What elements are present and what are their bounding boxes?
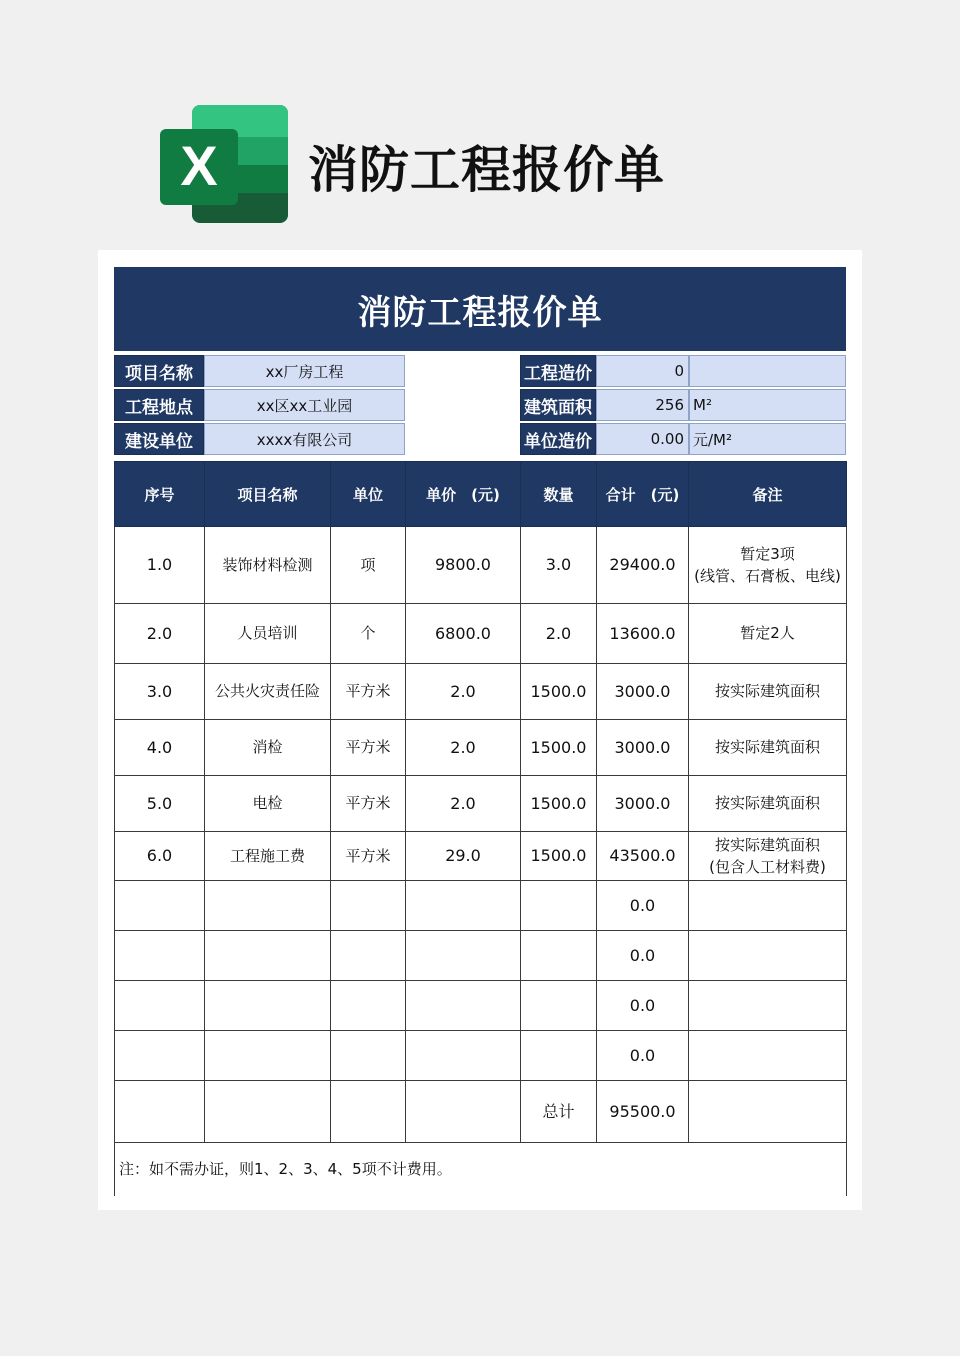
table-row	[115, 604, 847, 664]
row-subtotal[interactable]: 3000.0	[597, 720, 689, 776]
row-unit-price[interactable]	[406, 981, 521, 1031]
row-index[interactable]	[115, 981, 205, 1031]
info-value[interactable]: xx区xx工业园	[204, 389, 405, 421]
row-remark[interactable]: 按实际建筑面积	[689, 664, 847, 720]
info-row-project-name	[114, 355, 405, 387]
info-unit	[689, 355, 846, 387]
row-item-name[interactable]: 消检	[205, 720, 331, 776]
row-subtotal[interactable]: 0.0	[597, 981, 689, 1031]
row-quantity[interactable]	[521, 981, 597, 1031]
note-row	[115, 1143, 847, 1196]
row-unit[interactable]: 平方米	[331, 832, 406, 881]
row-quantity[interactable]: 2.0	[521, 604, 597, 664]
row-unit[interactable]: 项	[331, 527, 406, 604]
info-value[interactable]: 0.00	[596, 423, 689, 455]
row-unit-price[interactable]	[406, 881, 521, 931]
row-remark[interactable]: 按实际建筑面积	[689, 720, 847, 776]
info-unit: 元/M²	[689, 423, 846, 455]
info-label: 工程地点	[114, 389, 204, 421]
row-item-name[interactable]: 装饰材料检测	[205, 527, 331, 604]
col-header-quantity: 数量	[521, 462, 597, 527]
total-value[interactable]: 95500.0	[597, 1081, 689, 1143]
row-subtotal[interactable]: 0.0	[597, 931, 689, 981]
table-row	[115, 664, 847, 720]
table-row	[115, 527, 847, 604]
row-item-name[interactable]	[205, 931, 331, 981]
row-quantity[interactable]: 1500.0	[521, 664, 597, 720]
col-header-item: 项目名称	[205, 462, 331, 527]
row-subtotal[interactable]: 3000.0	[597, 776, 689, 832]
row-index[interactable]: 3.0	[115, 664, 205, 720]
row-index[interactable]	[115, 1031, 205, 1081]
row-subtotal[interactable]: 0.0	[597, 881, 689, 931]
svg-text:X: X	[180, 134, 218, 197]
table-cell[interactable]	[689, 1081, 847, 1143]
row-quantity[interactable]: 3.0	[521, 527, 597, 604]
row-item-name[interactable]	[205, 981, 331, 1031]
row-unit-price[interactable]: 2.0	[406, 776, 521, 832]
table-row	[115, 981, 847, 1031]
info-value[interactable]: 256	[596, 389, 689, 421]
info-value[interactable]: xxxx有限公司	[204, 423, 405, 455]
info-label: 项目名称	[114, 355, 204, 387]
row-unit-price[interactable]: 6800.0	[406, 604, 521, 664]
col-header-index: 序号	[115, 462, 205, 527]
sheet-title-banner: 消防工程报价单	[114, 267, 846, 351]
table-header-row	[115, 462, 847, 527]
row-subtotal[interactable]: 43500.0	[597, 832, 689, 881]
quotation-sheet	[98, 250, 862, 1210]
row-quantity[interactable]: 1500.0	[521, 832, 597, 881]
table-row	[115, 1031, 847, 1081]
info-row-project-cost	[520, 355, 846, 387]
row-remark[interactable]: 暂定2人	[689, 604, 847, 664]
row-unit[interactable]: 个	[331, 604, 406, 664]
row-item-name[interactable]	[205, 881, 331, 931]
row-unit-price[interactable]: 2.0	[406, 664, 521, 720]
row-index[interactable]: 5.0	[115, 776, 205, 832]
table-row	[115, 881, 847, 931]
table-row	[115, 720, 847, 776]
row-subtotal[interactable]: 0.0	[597, 1031, 689, 1081]
total-row	[115, 1081, 847, 1143]
row-remark[interactable]	[689, 931, 847, 981]
col-header-remark: 备注	[689, 462, 847, 527]
row-unit[interactable]	[331, 981, 406, 1031]
table-row	[115, 776, 847, 832]
info-label: 建设单位	[114, 423, 204, 455]
info-label: 建筑面积	[520, 389, 596, 421]
row-item-name[interactable]: 人员培训	[205, 604, 331, 664]
row-quantity[interactable]	[521, 1031, 597, 1081]
row-item-name[interactable]: 电检	[205, 776, 331, 832]
row-index[interactable]	[115, 881, 205, 931]
info-row-construction-unit	[114, 423, 405, 455]
row-index[interactable]	[115, 931, 205, 981]
excel-logo-icon	[160, 105, 288, 223]
row-remark[interactable]	[689, 1031, 847, 1081]
row-unit[interactable]: 平方米	[331, 720, 406, 776]
row-item-name[interactable]	[205, 1031, 331, 1081]
row-subtotal[interactable]: 29400.0	[597, 527, 689, 604]
table-row	[115, 832, 847, 881]
row-quantity[interactable]	[521, 931, 597, 981]
row-index[interactable]: 2.0	[115, 604, 205, 664]
row-quantity[interactable]	[521, 881, 597, 931]
row-unit-price[interactable]: 29.0	[406, 832, 521, 881]
row-unit[interactable]: 平方米	[331, 776, 406, 832]
row-remark[interactable]	[689, 981, 847, 1031]
row-remark[interactable]: 按实际建筑面积 (包含人工材料费)	[689, 832, 847, 881]
info-row-project-location	[114, 389, 405, 421]
row-index[interactable]: 6.0	[115, 832, 205, 881]
row-remark[interactable]: 暂定3项 (线管、石膏板、电线)	[689, 527, 847, 604]
row-unit[interactable]	[331, 1031, 406, 1081]
row-index[interactable]: 1.0	[115, 527, 205, 604]
row-unit[interactable]: 平方米	[331, 664, 406, 720]
row-quantity[interactable]: 1500.0	[521, 776, 597, 832]
row-index[interactable]: 4.0	[115, 720, 205, 776]
info-value[interactable]: 0	[596, 355, 689, 387]
row-item-name[interactable]: 工程施工费	[205, 832, 331, 881]
row-unit-price[interactable]: 9800.0	[406, 527, 521, 604]
page-title: 消防工程报价单	[308, 141, 665, 199]
col-header-unit: 单位	[331, 462, 406, 527]
row-unit-price[interactable]: 2.0	[406, 720, 521, 776]
table-row	[115, 931, 847, 981]
table-cell[interactable]	[406, 1081, 521, 1143]
info-unit: M²	[689, 389, 846, 421]
row-quantity[interactable]: 1500.0	[521, 720, 597, 776]
row-remark[interactable]: 按实际建筑面积	[689, 776, 847, 832]
row-unit[interactable]	[331, 881, 406, 931]
table-cell[interactable]	[115, 1081, 205, 1143]
info-label: 单位造价	[520, 423, 596, 455]
col-header-price: 单价 (元)	[406, 462, 521, 527]
table-cell[interactable]	[205, 1081, 331, 1143]
table-cell[interactable]	[331, 1081, 406, 1143]
info-value[interactable]: xx厂房工程	[204, 355, 405, 387]
row-subtotal[interactable]: 13600.0	[597, 604, 689, 664]
row-unit[interactable]	[331, 931, 406, 981]
row-unit-price[interactable]	[406, 931, 521, 981]
col-header-subtotal: 合计 (元)	[597, 462, 689, 527]
row-item-name[interactable]: 公共火灾责任险	[205, 664, 331, 720]
quotation-table	[114, 461, 847, 1196]
page-header	[0, 0, 960, 240]
row-unit-price[interactable]	[406, 1031, 521, 1081]
info-label: 工程造价	[520, 355, 596, 387]
table-note: 注：如不需办证，则1、2、3、4、5项不计费用。	[115, 1143, 847, 1196]
info-row-building-area	[520, 389, 846, 421]
row-subtotal[interactable]: 3000.0	[597, 664, 689, 720]
total-label: 总计	[521, 1081, 597, 1143]
row-remark[interactable]	[689, 881, 847, 931]
info-row-unit-cost	[520, 423, 846, 455]
